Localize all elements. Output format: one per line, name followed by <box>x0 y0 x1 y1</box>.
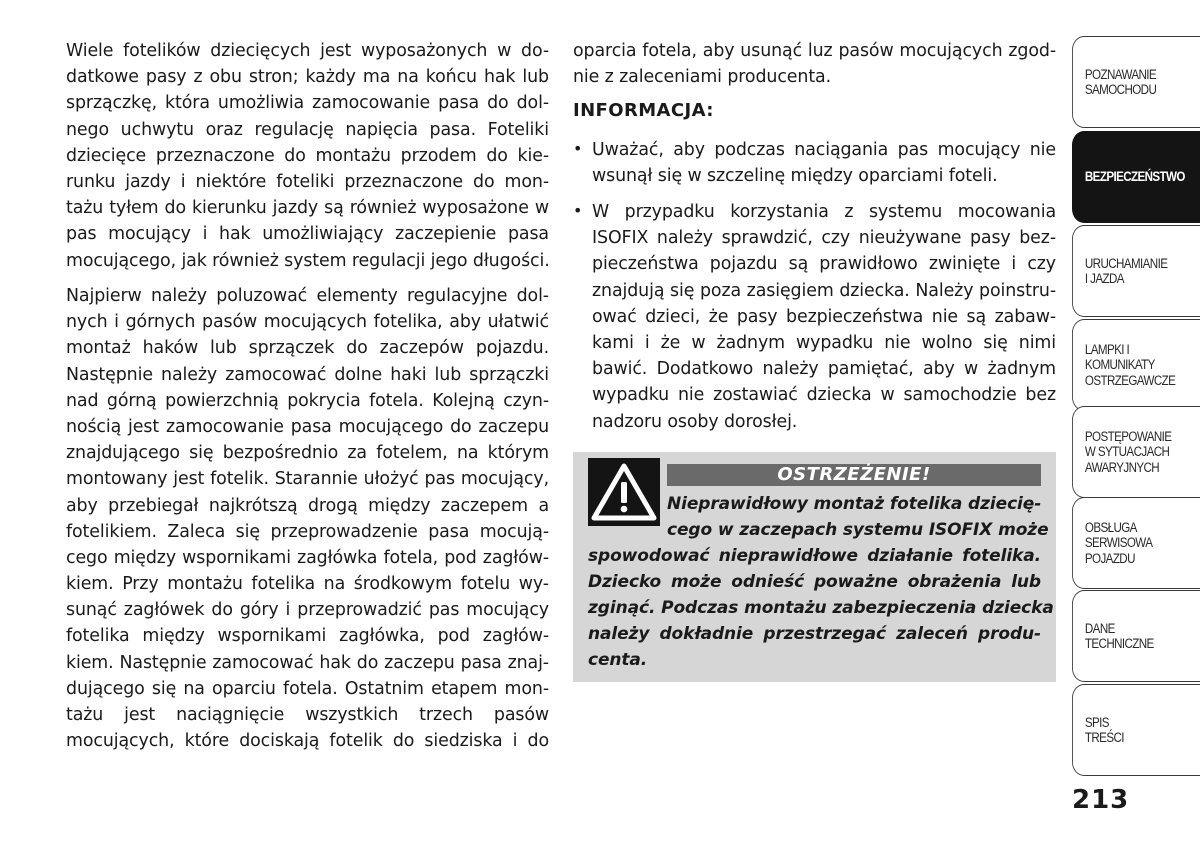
text-line: pieczeństwa pojazdu są prawidłowo zwinięte i czy <box>592 254 1056 275</box>
tab-label: DANE TECHNICZNE <box>1084 620 1154 651</box>
bullet-text <box>592 137 1056 189</box>
text-line: pas mocujący i hak umożliwiający zaczepienie pasa <box>66 224 549 245</box>
text-line: Najpierw należy poluzować elementy regulacyjne dol- <box>66 286 549 306</box>
text-line: kiem. Przy montażu fotelika na środkowym fotelu wy- <box>66 574 549 595</box>
text-line: aby przebiegał najkrótszą drogą między zaczepem a <box>66 495 549 516</box>
tab-dane-techniczne[interactable] <box>1072 590 1200 682</box>
text-line: Uważać, aby podczas naciągania pas mocujący nie <box>592 140 1056 160</box>
text-line: wsunął się w szczelinę między oparciami foteli. <box>592 166 998 187</box>
tab-label: POZNAWANIE SAMOCHODU <box>1084 66 1157 97</box>
warning-text-line: zginąć. Podczas montażu zabezpieczenia dziecka <box>588 598 1054 618</box>
text-line: montaż haków lub sprzączek do zaczepów pojazdu. <box>66 338 549 359</box>
text-line: wypadku nie zostawiać dziecka w samochodzie bez <box>592 385 1056 406</box>
text-line: tażu tyłem do kierunku jazdy są również wyposażone w <box>66 198 549 219</box>
text-line: tażu jest naciągnięcie wszystkich trzech pasów <box>66 705 549 725</box>
page-number: 213 <box>1072 785 1130 815</box>
bullet-item <box>573 199 1056 439</box>
text-line: mocujących, które dociskają fotelik do siedziska i do <box>66 731 549 752</box>
text-line: nadzoru osoby dorosłej. <box>592 411 798 432</box>
text-line: znajdującego się bezpośrednio za fotelem, na którym <box>66 443 549 464</box>
tab-label: BEZPIECZEŃSTWO <box>1084 169 1185 185</box>
text-line: nych i górnych pasów mocujących fotelika, aby ułatwić <box>66 312 549 333</box>
info-heading: INFORMACJA: <box>573 100 714 121</box>
warning-triangle-icon <box>588 458 660 526</box>
text-line: ISOFIX należy sprawdzić, czy nieużywane pasy bez- <box>592 228 1056 249</box>
tab-label: SPIS TREŚCI <box>1084 714 1124 745</box>
tab-spis-tresci[interactable] <box>1072 684 1200 776</box>
tab-label: LAMPKI I KOMUNIKATY OSTRZEGAWCZE <box>1084 341 1176 388</box>
text-line: oparcia fotela, aby usunąć luz pasów mocujących zgod- <box>573 41 1056 61</box>
text-line: montowany jest fotelik. Starannie ułożyć pas mocujący, <box>66 469 549 490</box>
text-line: fotelika między wspornikami zagłówka, pod zagłów- <box>66 626 549 647</box>
text-line: nad górną powierzchnią pokrycia fotela. Kolejną czyn- <box>66 390 549 411</box>
warning-text-line: cego w zaczepach systemu ISOFIX może <box>667 520 1049 540</box>
text-line: Wiele fotelików dziecięcych jest wyposażonych w do- <box>66 41 549 61</box>
tab-label: POSTĘPOWANIE W SYTUACJACH AWARYJNYCH <box>1084 428 1172 475</box>
paragraph-2 <box>66 283 549 754</box>
text-line: dziecięce przeznaczone do montażu przodem do kie- <box>66 145 549 166</box>
text-line: dującego się na oparciu fotela. Ostatnim etapem mon- <box>66 678 549 699</box>
tab-label: URUCHAMIANIE I JAZDA <box>1084 255 1168 286</box>
bullet-text <box>592 199 1056 435</box>
bullet-item <box>573 137 1056 190</box>
text-line: nością jest zamocowanie pasa mocującego do zaczepu <box>66 416 549 437</box>
text-line: nego uchwytu oraz regulację napięcia pasa. Foteliki <box>66 119 549 140</box>
tab-obsluga-serwisowa[interactable] <box>1072 497 1200 589</box>
warning-text-line: Nieprawidłowy montaż fotelika dziecię- <box>667 494 1042 514</box>
text-line: nie z zaleceniami producenta. <box>573 67 832 88</box>
bullet-dot-icon: • <box>573 139 583 158</box>
text-line: kiem. Następnie zamocować hak do zaczepu pasa znaj- <box>66 652 549 673</box>
text-line: cego między wspornikami zagłówka fotela, pod zagłów- <box>66 547 549 568</box>
bullet-dot-icon: • <box>573 201 583 220</box>
tab-poznawanie-samochodu[interactable] <box>1072 36 1200 128</box>
tab-bezpieczenstwo[interactable] <box>1072 131 1200 223</box>
text-line: mocującego, jak również system regulacji jego długości. <box>66 250 550 271</box>
tab-uruchamianie-i-jazda[interactable] <box>1072 225 1200 317</box>
warning-text-line: centa. <box>588 650 648 670</box>
tab-label: OBSŁUGA SERWISOWA POJAZDU <box>1084 519 1153 566</box>
text-line: W przypadku korzystania z systemu mocowania <box>592 202 1056 222</box>
tab-lampki-i-komunikaty[interactable] <box>1072 319 1200 411</box>
text-line: sunąć zagłówek do góry i przeprowadzić pas mocujący <box>66 600 549 621</box>
warning-text-line: Dziecko może odnieść poważne obrażenia lub <box>588 572 1041 592</box>
text-line: runku jazdy i niektóre foteliki przeznaczone do mon- <box>66 171 549 192</box>
warning-title: OSTRZEŻENIE! <box>667 464 1041 486</box>
text-line: znajdują się poza zasięgiem dziecka. Należy poinstru- <box>592 280 1056 301</box>
text-line: Następnie należy zamocować dolne haki lub sprzączki <box>66 364 549 385</box>
text-line: ować dzieci, że pasy bezpieczeństwa nie są zabaw- <box>592 306 1056 327</box>
tab-postepowanie-awaryjne[interactable] <box>1072 406 1200 498</box>
paragraph-1 <box>66 38 549 274</box>
warning-box <box>573 452 1056 682</box>
continuation-paragraph <box>573 38 1056 90</box>
warning-text-line: spowodować nieprawidłowe działanie fotelika. <box>588 546 1041 566</box>
warning-text-line: należy dokładnie przestrzegać zaleceń produ- <box>588 624 1041 644</box>
text-line: kami i że w żadnym wypadku nie wolno się nimi <box>592 332 1056 353</box>
text-line: fotelikiem. Zaleca się przeprowadzenie pasa mocują- <box>66 521 549 542</box>
text-line: datkowe pasy z obu stron; każdy ma na końcu hak lub <box>66 67 549 88</box>
text-line: bawić. Dodatkowo należy pamiętać, aby w żadnym <box>592 359 1056 380</box>
text-line: sprzączkę, która umożliwia zamocowanie pasa do dol- <box>66 93 549 114</box>
